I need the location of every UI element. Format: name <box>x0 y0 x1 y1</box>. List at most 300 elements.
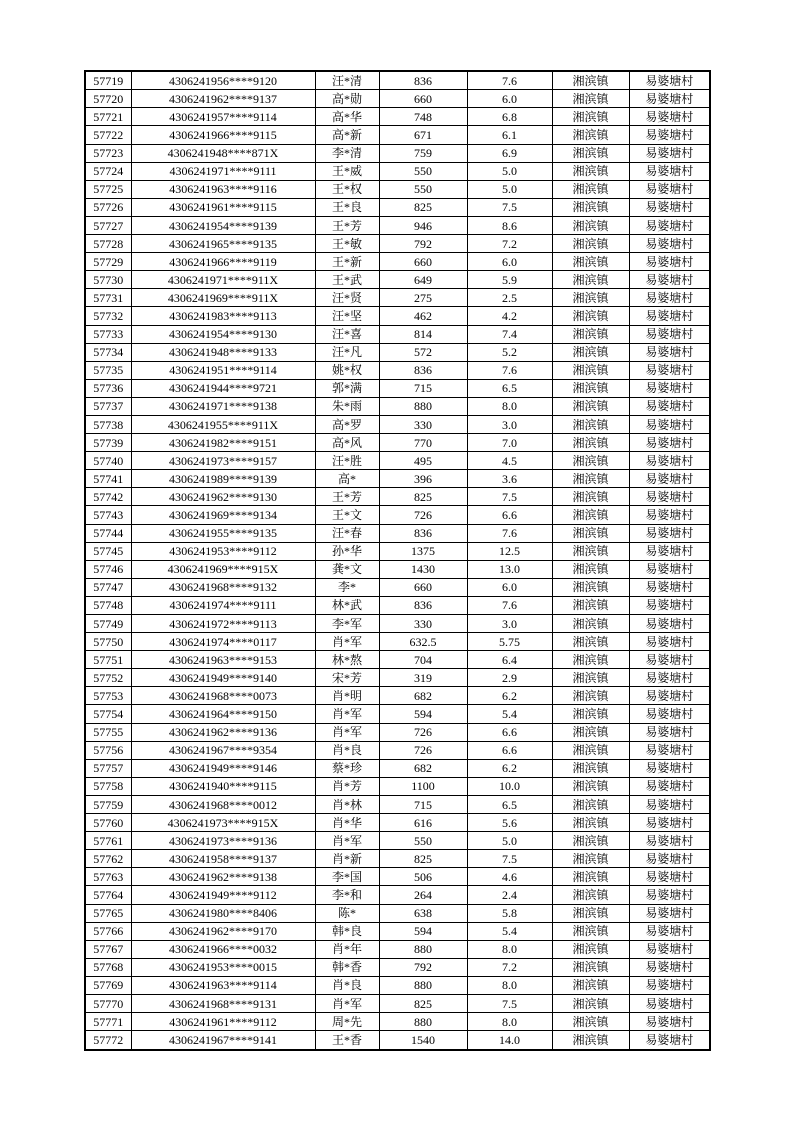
cell-value: 8.0 <box>467 397 552 415</box>
table-row <box>85 108 710 126</box>
cell-id_number: 4306241968****0073 <box>131 687 315 705</box>
table-row <box>85 886 710 904</box>
cell-name: 林*武 <box>315 596 379 614</box>
cell-seq: 57729 <box>85 253 131 271</box>
cell-value: 6.2 <box>467 759 552 777</box>
cell-village: 易婆塘村 <box>629 253 710 271</box>
cell-village: 易婆塘村 <box>629 958 710 976</box>
cell-value: 8.0 <box>467 940 552 958</box>
cell-id_number: 4306241951****9114 <box>131 361 315 379</box>
cell-id_number: 4306241973****915X <box>131 814 315 832</box>
cell-id_number: 4306241967****9141 <box>131 1031 315 1050</box>
table-row <box>85 542 710 560</box>
table-row <box>85 90 710 108</box>
cell-seq: 57752 <box>85 669 131 687</box>
cell-village: 易婆塘村 <box>629 379 710 397</box>
cell-seq: 57720 <box>85 90 131 108</box>
cell-village: 易婆塘村 <box>629 415 710 433</box>
cell-id_number: 4306241965****9135 <box>131 235 315 253</box>
table-row <box>85 126 710 144</box>
cell-town: 湘滨镇 <box>552 994 629 1012</box>
cell-amount: 1430 <box>379 560 467 578</box>
cell-value: 6.0 <box>467 90 552 108</box>
cell-id_number: 4306241961****9112 <box>131 1013 315 1031</box>
cell-name: 王*敏 <box>315 235 379 253</box>
cell-seq: 57740 <box>85 452 131 470</box>
cell-amount: 594 <box>379 705 467 723</box>
table-body <box>85 71 710 1050</box>
cell-id_number: 4306241971****9111 <box>131 162 315 180</box>
cell-name: 高*勋 <box>315 90 379 108</box>
table-row <box>85 578 710 596</box>
cell-seq: 57759 <box>85 795 131 813</box>
cell-value: 5.4 <box>467 705 552 723</box>
cell-id_number: 4306241957****9114 <box>131 108 315 126</box>
table-row <box>85 397 710 415</box>
cell-value: 7.5 <box>467 994 552 1012</box>
cell-id_number: 4306241962****9136 <box>131 723 315 741</box>
table-row <box>85 343 710 361</box>
cell-amount: 825 <box>379 488 467 506</box>
cell-seq: 57764 <box>85 886 131 904</box>
cell-seq: 57767 <box>85 940 131 958</box>
cell-value: 5.2 <box>467 343 552 361</box>
cell-village: 易婆塘村 <box>629 723 710 741</box>
table-row <box>85 832 710 850</box>
cell-id_number: 4306241982****9151 <box>131 434 315 452</box>
cell-town: 湘滨镇 <box>552 506 629 524</box>
cell-name: 蔡*珍 <box>315 759 379 777</box>
cell-amount: 550 <box>379 832 467 850</box>
cell-village: 易婆塘村 <box>629 434 710 452</box>
cell-id_number: 4306241963****9114 <box>131 976 315 994</box>
cell-village: 易婆塘村 <box>629 777 710 795</box>
cell-seq: 57732 <box>85 307 131 325</box>
cell-id_number: 4306241973****9157 <box>131 452 315 470</box>
cell-name: 汪*喜 <box>315 325 379 343</box>
cell-town: 湘滨镇 <box>552 1013 629 1031</box>
cell-village: 易婆塘村 <box>629 832 710 850</box>
cell-seq: 57721 <box>85 108 131 126</box>
cell-name: 李*国 <box>315 868 379 886</box>
cell-amount: 880 <box>379 397 467 415</box>
cell-name: 王*良 <box>315 198 379 216</box>
cell-seq: 57722 <box>85 126 131 144</box>
cell-value: 4.5 <box>467 452 552 470</box>
cell-name: 姚*权 <box>315 361 379 379</box>
cell-id_number: 4306241954****9130 <box>131 325 315 343</box>
table-row <box>85 868 710 886</box>
cell-value: 6.0 <box>467 578 552 596</box>
cell-id_number: 4306241962****9137 <box>131 90 315 108</box>
cell-village: 易婆塘村 <box>629 325 710 343</box>
cell-name: 林*熬 <box>315 651 379 669</box>
cell-village: 易婆塘村 <box>629 976 710 994</box>
cell-amount: 264 <box>379 886 467 904</box>
cell-village: 易婆塘村 <box>629 108 710 126</box>
cell-seq: 57772 <box>85 1031 131 1050</box>
cell-seq: 57731 <box>85 289 131 307</box>
cell-id_number: 4306241968****9131 <box>131 994 315 1012</box>
cell-town: 湘滨镇 <box>552 361 629 379</box>
cell-seq: 57758 <box>85 777 131 795</box>
cell-village: 易婆塘村 <box>629 669 710 687</box>
table-row <box>85 361 710 379</box>
cell-amount: 682 <box>379 759 467 777</box>
cell-id_number: 4306241940****9115 <box>131 777 315 795</box>
cell-amount: 880 <box>379 940 467 958</box>
cell-town: 湘滨镇 <box>552 596 629 614</box>
cell-value: 6.2 <box>467 687 552 705</box>
cell-seq: 57761 <box>85 832 131 850</box>
cell-value: 3.6 <box>467 470 552 488</box>
cell-id_number: 4306241962****9170 <box>131 922 315 940</box>
cell-town: 湘滨镇 <box>552 560 629 578</box>
cell-seq: 57748 <box>85 596 131 614</box>
cell-id_number: 4306241962****9130 <box>131 488 315 506</box>
cell-name: 周*先 <box>315 1013 379 1031</box>
cell-seq: 57724 <box>85 162 131 180</box>
cell-name: 王*文 <box>315 506 379 524</box>
cell-village: 易婆塘村 <box>629 235 710 253</box>
cell-town: 湘滨镇 <box>552 940 629 958</box>
cell-amount: 396 <box>379 470 467 488</box>
cell-town: 湘滨镇 <box>552 452 629 470</box>
cell-town: 湘滨镇 <box>552 651 629 669</box>
cell-seq: 57768 <box>85 958 131 976</box>
table-row <box>85 940 710 958</box>
cell-value: 7.5 <box>467 488 552 506</box>
cell-village: 易婆塘村 <box>629 524 710 542</box>
cell-name: 汪*春 <box>315 524 379 542</box>
cell-seq: 57770 <box>85 994 131 1012</box>
cell-town: 湘滨镇 <box>552 705 629 723</box>
cell-value: 5.6 <box>467 814 552 832</box>
cell-town: 湘滨镇 <box>552 434 629 452</box>
cell-amount: 770 <box>379 434 467 452</box>
cell-seq: 57723 <box>85 144 131 162</box>
table-row <box>85 633 710 651</box>
cell-name: 王*芳 <box>315 216 379 234</box>
cell-name: 王*芳 <box>315 488 379 506</box>
cell-seq: 57749 <box>85 615 131 633</box>
cell-name: 汪*贤 <box>315 289 379 307</box>
table-row <box>85 452 710 470</box>
cell-village: 易婆塘村 <box>629 542 710 560</box>
cell-name: 汪*清 <box>315 71 379 90</box>
cell-seq: 57734 <box>85 343 131 361</box>
cell-name: 肖*军 <box>315 832 379 850</box>
cell-id_number: 4306241949****9146 <box>131 759 315 777</box>
cell-amount: 660 <box>379 90 467 108</box>
cell-value: 3.0 <box>467 415 552 433</box>
table-row <box>85 814 710 832</box>
cell-town: 湘滨镇 <box>552 976 629 994</box>
cell-amount: 1540 <box>379 1031 467 1050</box>
cell-name: 龚*文 <box>315 560 379 578</box>
cell-id_number: 4306241961****9115 <box>131 198 315 216</box>
table-row <box>85 271 710 289</box>
cell-name: 肖*年 <box>315 940 379 958</box>
cell-village: 易婆塘村 <box>629 271 710 289</box>
table-row <box>85 560 710 578</box>
cell-village: 易婆塘村 <box>629 633 710 651</box>
cell-town: 湘滨镇 <box>552 814 629 832</box>
cell-town: 湘滨镇 <box>552 795 629 813</box>
cell-village: 易婆塘村 <box>629 470 710 488</box>
cell-name: 肖*林 <box>315 795 379 813</box>
cell-name: 韩*香 <box>315 958 379 976</box>
cell-amount: 880 <box>379 1013 467 1031</box>
cell-seq: 57735 <box>85 361 131 379</box>
cell-village: 易婆塘村 <box>629 741 710 759</box>
cell-name: 汪*坚 <box>315 307 379 325</box>
cell-town: 湘滨镇 <box>552 470 629 488</box>
cell-value: 14.0 <box>467 1031 552 1050</box>
cell-town: 湘滨镇 <box>552 669 629 687</box>
cell-value: 2.4 <box>467 886 552 904</box>
cell-id_number: 4306241972****9113 <box>131 615 315 633</box>
cell-town: 湘滨镇 <box>552 307 629 325</box>
cell-value: 7.6 <box>467 71 552 90</box>
cell-town: 湘滨镇 <box>552 904 629 922</box>
cell-seq: 57746 <box>85 560 131 578</box>
cell-name: 宋*芳 <box>315 669 379 687</box>
cell-town: 湘滨镇 <box>552 325 629 343</box>
cell-seq: 57769 <box>85 976 131 994</box>
cell-town: 湘滨镇 <box>552 216 629 234</box>
cell-village: 易婆塘村 <box>629 759 710 777</box>
cell-town: 湘滨镇 <box>552 542 629 560</box>
cell-town: 湘滨镇 <box>552 415 629 433</box>
table-row <box>85 235 710 253</box>
cell-amount: 495 <box>379 452 467 470</box>
cell-value: 8.6 <box>467 216 552 234</box>
cell-village: 易婆塘村 <box>629 560 710 578</box>
cell-value: 6.5 <box>467 379 552 397</box>
cell-name: 王*权 <box>315 180 379 198</box>
cell-value: 3.0 <box>467 615 552 633</box>
cell-town: 湘滨镇 <box>552 126 629 144</box>
cell-village: 易婆塘村 <box>629 452 710 470</box>
cell-name: 汪*胜 <box>315 452 379 470</box>
table-row <box>85 615 710 633</box>
cell-seq: 57771 <box>85 1013 131 1031</box>
cell-town: 湘滨镇 <box>552 615 629 633</box>
cell-id_number: 4306241962****9138 <box>131 868 315 886</box>
cell-town: 湘滨镇 <box>552 162 629 180</box>
table-row <box>85 162 710 180</box>
cell-town: 湘滨镇 <box>552 741 629 759</box>
cell-amount: 825 <box>379 198 467 216</box>
cell-name: 王*新 <box>315 253 379 271</box>
cell-town: 湘滨镇 <box>552 253 629 271</box>
cell-value: 5.0 <box>467 180 552 198</box>
cell-town: 湘滨镇 <box>552 868 629 886</box>
cell-village: 易婆塘村 <box>629 850 710 868</box>
cell-village: 易婆塘村 <box>629 795 710 813</box>
cell-town: 湘滨镇 <box>552 524 629 542</box>
cell-town: 湘滨镇 <box>552 922 629 940</box>
table-row <box>85 470 710 488</box>
cell-amount: 572 <box>379 343 467 361</box>
table-row <box>85 922 710 940</box>
table-row <box>85 687 710 705</box>
cell-town: 湘滨镇 <box>552 886 629 904</box>
cell-id_number: 4306241969****911X <box>131 289 315 307</box>
cell-village: 易婆塘村 <box>629 705 710 723</box>
cell-id_number: 4306241980****8406 <box>131 904 315 922</box>
cell-value: 13.0 <box>467 560 552 578</box>
cell-value: 10.0 <box>467 777 552 795</box>
table-row <box>85 850 710 868</box>
cell-id_number: 4306241969****9134 <box>131 506 315 524</box>
cell-name: 李*军 <box>315 615 379 633</box>
cell-name: 肖*军 <box>315 633 379 651</box>
cell-value: 7.6 <box>467 596 552 614</box>
cell-seq: 57727 <box>85 216 131 234</box>
cell-seq: 57755 <box>85 723 131 741</box>
cell-id_number: 4306241971****911X <box>131 271 315 289</box>
cell-town: 湘滨镇 <box>552 198 629 216</box>
cell-amount: 715 <box>379 379 467 397</box>
cell-value: 5.0 <box>467 832 552 850</box>
cell-amount: 660 <box>379 578 467 596</box>
cell-name: 朱*雨 <box>315 397 379 415</box>
cell-value: 6.6 <box>467 723 552 741</box>
cell-village: 易婆塘村 <box>629 289 710 307</box>
cell-amount: 726 <box>379 506 467 524</box>
table-row <box>85 723 710 741</box>
table-row <box>85 596 710 614</box>
cell-name: 高* <box>315 470 379 488</box>
cell-amount: 594 <box>379 922 467 940</box>
cell-id_number: 4306241968****0012 <box>131 795 315 813</box>
cell-name: 肖*明 <box>315 687 379 705</box>
cell-value: 12.5 <box>467 542 552 560</box>
cell-village: 易婆塘村 <box>629 126 710 144</box>
cell-value: 5.75 <box>467 633 552 651</box>
cell-amount: 814 <box>379 325 467 343</box>
cell-village: 易婆塘村 <box>629 71 710 90</box>
cell-value: 6.6 <box>467 741 552 759</box>
cell-id_number: 4306241955****911X <box>131 415 315 433</box>
cell-village: 易婆塘村 <box>629 904 710 922</box>
cell-name: 李*清 <box>315 144 379 162</box>
cell-amount: 638 <box>379 904 467 922</box>
cell-village: 易婆塘村 <box>629 940 710 958</box>
cell-id_number: 4306241954****9139 <box>131 216 315 234</box>
cell-village: 易婆塘村 <box>629 1031 710 1050</box>
cell-value: 6.0 <box>467 253 552 271</box>
cell-amount: 550 <box>379 180 467 198</box>
cell-village: 易婆塘村 <box>629 198 710 216</box>
cell-name: 肖*良 <box>315 741 379 759</box>
cell-seq: 57719 <box>85 71 131 90</box>
cell-name: 肖*军 <box>315 723 379 741</box>
cell-value: 5.9 <box>467 271 552 289</box>
table-row <box>85 524 710 542</box>
cell-id_number: 4306241989****9139 <box>131 470 315 488</box>
cell-amount: 330 <box>379 615 467 633</box>
cell-value: 2.9 <box>467 669 552 687</box>
cell-amount: 550 <box>379 162 467 180</box>
cell-amount: 792 <box>379 235 467 253</box>
cell-value: 7.5 <box>467 850 552 868</box>
cell-id_number: 4306241955****9135 <box>131 524 315 542</box>
cell-seq: 57751 <box>85 651 131 669</box>
table-row <box>85 144 710 162</box>
cell-name: 肖*良 <box>315 976 379 994</box>
cell-village: 易婆塘村 <box>629 216 710 234</box>
cell-name: 王*威 <box>315 162 379 180</box>
table-row <box>85 669 710 687</box>
cell-value: 2.5 <box>467 289 552 307</box>
cell-amount: 759 <box>379 144 467 162</box>
cell-amount: 836 <box>379 71 467 90</box>
cell-town: 湘滨镇 <box>552 578 629 596</box>
cell-name: 高*罗 <box>315 415 379 433</box>
cell-seq: 57745 <box>85 542 131 560</box>
cell-amount: 616 <box>379 814 467 832</box>
cell-town: 湘滨镇 <box>552 235 629 253</box>
table-row <box>85 180 710 198</box>
table-row <box>85 253 710 271</box>
cell-seq: 57766 <box>85 922 131 940</box>
table-row <box>85 976 710 994</box>
table-row <box>85 488 710 506</box>
cell-amount: 726 <box>379 723 467 741</box>
cell-id_number: 4306241966****9119 <box>131 253 315 271</box>
cell-value: 7.5 <box>467 198 552 216</box>
cell-town: 湘滨镇 <box>552 488 629 506</box>
cell-village: 易婆塘村 <box>629 651 710 669</box>
cell-seq: 57728 <box>85 235 131 253</box>
cell-amount: 682 <box>379 687 467 705</box>
cell-name: 李* <box>315 578 379 596</box>
cell-amount: 825 <box>379 994 467 1012</box>
cell-town: 湘滨镇 <box>552 90 629 108</box>
cell-name: 高*华 <box>315 108 379 126</box>
cell-amount: 726 <box>379 741 467 759</box>
table-row <box>85 307 710 325</box>
table-row <box>85 1013 710 1031</box>
table-row <box>85 651 710 669</box>
table-row <box>85 994 710 1012</box>
cell-town: 湘滨镇 <box>552 108 629 126</box>
cell-seq: 57737 <box>85 397 131 415</box>
cell-seq: 57730 <box>85 271 131 289</box>
cell-id_number: 4306241944****9721 <box>131 379 315 397</box>
cell-value: 6.1 <box>467 126 552 144</box>
cell-id_number: 4306241983****9113 <box>131 307 315 325</box>
cell-seq: 57741 <box>85 470 131 488</box>
cell-village: 易婆塘村 <box>629 307 710 325</box>
cell-value: 6.4 <box>467 651 552 669</box>
cell-town: 湘滨镇 <box>552 1031 629 1050</box>
cell-seq: 57765 <box>85 904 131 922</box>
cell-town: 湘滨镇 <box>552 958 629 976</box>
cell-village: 易婆塘村 <box>629 578 710 596</box>
cell-name: 王*武 <box>315 271 379 289</box>
cell-town: 湘滨镇 <box>552 633 629 651</box>
cell-id_number: 4306241953****9112 <box>131 542 315 560</box>
cell-name: 王*香 <box>315 1031 379 1050</box>
table-row <box>85 289 710 307</box>
cell-amount: 792 <box>379 958 467 976</box>
cell-name: 肖*军 <box>315 994 379 1012</box>
cell-value: 6.9 <box>467 144 552 162</box>
